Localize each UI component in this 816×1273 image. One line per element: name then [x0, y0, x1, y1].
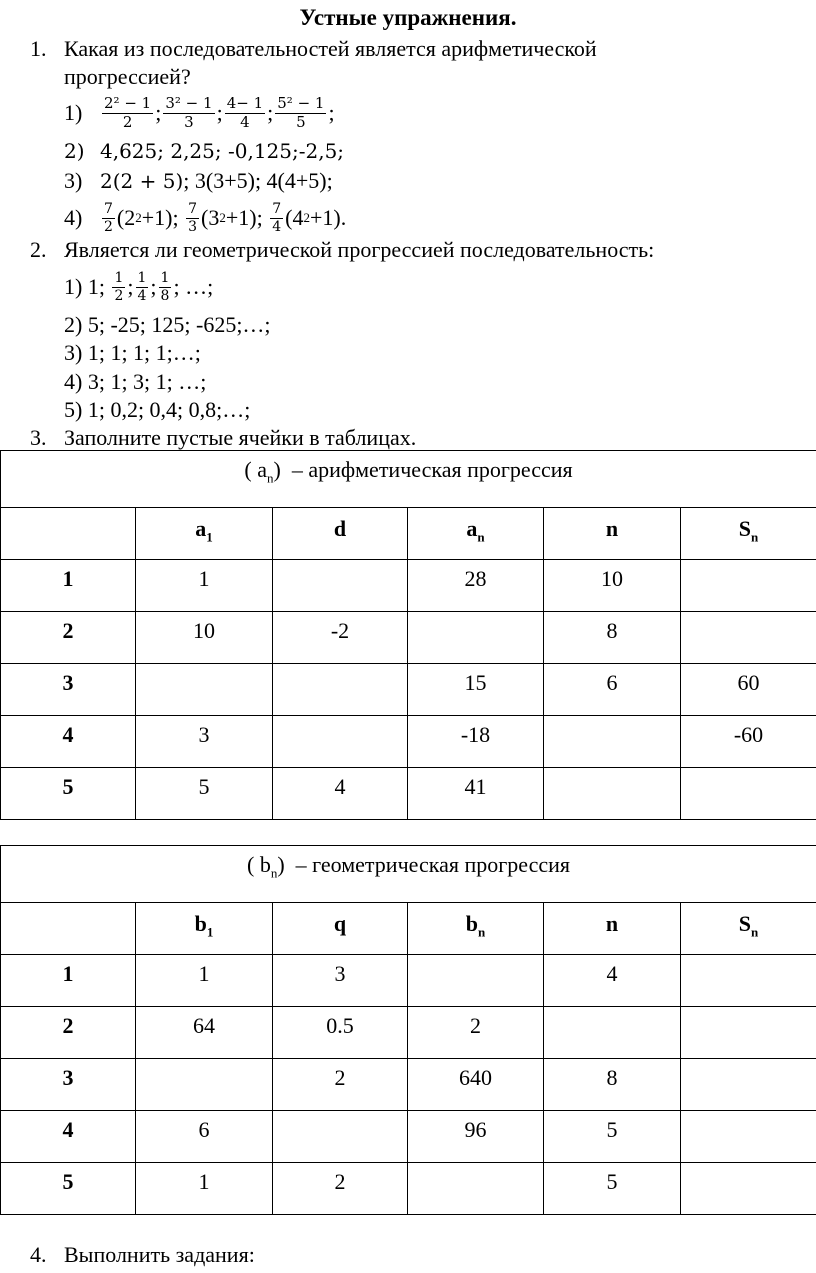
header-sub: n	[477, 529, 485, 545]
table-cell: -2	[273, 612, 408, 664]
table-cell: 3	[136, 716, 273, 768]
row-number-cell: 4	[1, 716, 136, 768]
table-cell	[681, 768, 816, 820]
header-empty-cell	[1, 508, 136, 560]
q1-option-1-frac-4	[275, 95, 326, 131]
frac-denominator: 8	[160, 287, 170, 304]
header-cell	[273, 508, 408, 560]
q2-option-1-frac-2	[136, 270, 149, 303]
header-base: b	[465, 911, 478, 936]
header-base: S	[738, 911, 751, 936]
frac-numerator: 4− 1	[226, 94, 264, 113]
part-base: (3	[201, 204, 220, 230]
table-row	[1, 664, 816, 716]
frac-denominator: 5	[275, 113, 326, 131]
table-row	[1, 1059, 816, 1111]
row-number-cell: 3	[1, 1059, 136, 1111]
table-row	[1, 1007, 816, 1059]
table-cell: 8	[544, 612, 681, 664]
caption-prefix: ( a	[244, 457, 268, 482]
question-2-text: Является ли геометрической прогрессией последовательность:	[64, 237, 655, 262]
header-base: q	[333, 911, 347, 936]
question-1	[30, 36, 597, 62]
header-base: a	[195, 516, 207, 541]
table-cell	[273, 1111, 408, 1163]
q2-option-1-lead: 1;	[87, 273, 111, 299]
frac-denominator: 2	[102, 113, 153, 131]
header-base: a	[466, 516, 478, 541]
table-cell: 6	[544, 664, 681, 716]
question-4-number: 4.	[30, 1242, 47, 1267]
q2-option-4: 4) 3; 1; 3; 1; …;	[64, 369, 207, 394]
table-cell	[681, 1163, 816, 1215]
frac-numerator: 5² − 1	[277, 94, 325, 113]
row-number-cell: 1	[1, 560, 136, 612]
q1-option-3-text: ; 3(3+5); 4(4+5);	[183, 168, 333, 193]
header-cell	[544, 903, 681, 955]
frac-numerator: 1	[137, 270, 147, 287]
frac-numerator: 3² − 1	[165, 94, 213, 113]
header-sub: n	[751, 529, 759, 545]
table-cell	[681, 560, 816, 612]
table-cell: -60	[681, 716, 816, 768]
frac-numerator: 1	[160, 270, 170, 287]
table-cell: 1	[136, 560, 273, 612]
q1-option-1-frac-1	[102, 95, 153, 131]
question-4	[30, 1242, 255, 1268]
page-title: Устные упражнения.	[299, 5, 517, 30]
question-1-text: Какая из последовательностей является арифметической	[64, 36, 597, 61]
frac-denominator: 4	[137, 287, 147, 304]
table-cell: -18	[408, 716, 544, 768]
question-3-number: 3.	[30, 425, 47, 450]
q1-option-4-frac-3	[270, 201, 283, 234]
q1-option-3-math: 2(2 + 5)	[100, 169, 184, 193]
table-cell: 4	[544, 955, 681, 1007]
table-cell: 2	[273, 1059, 408, 1111]
table-cell: 28	[408, 560, 544, 612]
part-base: (4	[285, 204, 304, 230]
caption-subscript: n	[267, 470, 274, 486]
table-header-row	[1, 903, 816, 955]
q1-option-4-frac-2	[186, 201, 199, 234]
caption-text: ) – арифметическая прогрессия	[273, 457, 573, 482]
table-cell	[544, 768, 681, 820]
header-sub: n	[751, 924, 759, 940]
header-cell	[136, 508, 273, 560]
header-sub: n	[478, 924, 486, 940]
q1-option-2-text: 4,625; 2,25; -0,125;-2,5;	[100, 139, 345, 163]
caption-subscript: n	[270, 865, 278, 881]
q1-option-1-label: 1)	[64, 99, 83, 125]
header-base: n	[605, 911, 619, 936]
row-number-cell: 5	[1, 768, 136, 820]
header-cell	[681, 903, 816, 955]
table-cell: 96	[408, 1111, 544, 1163]
table-cell	[681, 1059, 816, 1111]
table-cell	[273, 664, 408, 716]
q2-option-3: 3) 1; 1; 1; 1;…;	[64, 340, 201, 365]
frac-denominator: 4	[225, 113, 265, 131]
table-row	[1, 612, 816, 664]
row-number-cell: 5	[1, 1163, 136, 1215]
table-cell: 15	[408, 664, 544, 716]
header-cell	[544, 508, 681, 560]
separator: ;	[267, 99, 274, 125]
question-1-number: 1.	[30, 36, 47, 61]
frac-numerator: 7	[104, 201, 113, 218]
q1-option-3	[64, 168, 333, 194]
table-cell: 6	[136, 1111, 273, 1163]
caption-text: ) – геометрическая прогрессия	[277, 852, 570, 877]
caption-prefix: ( b	[247, 852, 271, 877]
separator: ;	[216, 99, 223, 125]
arithmetic-table	[0, 450, 816, 820]
table-cell: 2	[273, 1163, 408, 1215]
table-cell	[408, 1163, 544, 1215]
table-cell: 60	[681, 664, 816, 716]
part-base: (2	[116, 204, 136, 230]
row-number-cell: 2	[1, 612, 136, 664]
header-base: n	[605, 516, 619, 541]
q1-option-3-label: 3)	[64, 168, 83, 193]
table-cell	[408, 612, 544, 664]
header-cell	[408, 903, 544, 955]
q1-option-1-frac-2	[163, 95, 214, 131]
question-1-text-cont: прогрессией?	[64, 64, 191, 89]
question-3-text: Заполните пустые ячейки в таблицах.	[64, 425, 417, 450]
part-tail: +1);	[141, 204, 185, 230]
header-cell	[681, 508, 816, 560]
table-cell	[681, 955, 816, 1007]
q1-option-2-label: 2)	[64, 139, 85, 163]
q2-option-2: 2) 5; -25; 125; -625;…;	[64, 312, 271, 337]
table-cell	[408, 955, 544, 1007]
table-row	[1, 716, 816, 768]
table-row	[1, 1163, 816, 1215]
frac-numerator: 7	[188, 201, 198, 218]
q1-option-2	[64, 139, 344, 163]
table-cell	[544, 716, 681, 768]
part-tail: +1).	[309, 204, 347, 230]
table-cell: 5	[544, 1111, 681, 1163]
frac-denominator: 3	[188, 218, 198, 235]
table-cell: 1	[136, 1163, 273, 1215]
table-cell: 5	[544, 1163, 681, 1215]
frac-denominator: 3	[163, 113, 214, 131]
table-caption	[1, 451, 816, 508]
q1-option-4: 4) $\frac{7}{2}$ (2 2 +1); $\frac{7}{3}$ (3 2 +1); $\frac{7}{4}$ (4 2 +1).	[64, 201, 347, 235]
q2-option-1-frac-3	[159, 270, 172, 303]
table-header-row	[1, 508, 816, 560]
table-cell	[681, 1007, 816, 1059]
q1-option-1-frac-3	[225, 95, 265, 131]
q1-option-4-label: 4)	[64, 204, 83, 230]
table-caption-row	[1, 451, 816, 508]
table-cell: 4	[273, 768, 408, 820]
table-row	[1, 560, 816, 612]
table-cell: 8	[544, 1059, 681, 1111]
q1-option-1	[64, 90, 335, 136]
row-number-cell: 4	[1, 1111, 136, 1163]
frac-denominator: 2	[104, 218, 113, 235]
part-tail: +1);	[225, 204, 269, 230]
frac-denominator: 4	[272, 218, 282, 235]
table-row	[1, 1111, 816, 1163]
table-cell: 0.5	[273, 1007, 408, 1059]
frac-numerator: 1	[114, 270, 124, 287]
table-cell: 640	[408, 1059, 544, 1111]
table-caption-row	[1, 846, 816, 903]
table-cell	[273, 716, 408, 768]
table-cell: 64	[136, 1007, 273, 1059]
header-empty-cell	[1, 903, 136, 955]
header-sub: 1	[206, 924, 214, 940]
table-cell: 10	[136, 612, 273, 664]
q2-option-1: 1) 1; $\frac{1}{2}$ ; $\frac{1}{4}$ ; $\frac{1}{8}$ ; …;	[64, 270, 214, 304]
table-cell	[681, 1111, 816, 1163]
table-row	[1, 768, 816, 820]
header-base: d	[333, 516, 347, 541]
separator: ;	[155, 99, 162, 125]
table-cell	[136, 664, 273, 716]
q2-option-1-frac-1	[112, 270, 125, 303]
header-cell	[408, 508, 544, 560]
row-number-cell: 3	[1, 664, 136, 716]
q2-option-1-tail: ; …;	[173, 273, 214, 299]
header-cell	[273, 903, 408, 955]
question-4-text: Выполнить задания:	[64, 1242, 255, 1267]
table-cell	[544, 1007, 681, 1059]
frac-numerator: 2² − 1	[104, 94, 152, 113]
header-base: b	[194, 911, 207, 936]
separator: ;	[328, 99, 335, 125]
table-cell	[681, 612, 816, 664]
question-2	[30, 237, 654, 263]
question-2-number: 2.	[30, 237, 47, 262]
table-cell: 5	[136, 768, 273, 820]
q2-option-1-label: 1)	[64, 273, 83, 299]
table-cell	[136, 1059, 273, 1111]
table-cell	[273, 560, 408, 612]
q2-option-5: 5) 1; 0,2; 0,4; 0,8;…;	[64, 397, 251, 422]
row-number-cell: 2	[1, 1007, 136, 1059]
row-number-cell: 1	[1, 955, 136, 1007]
table-caption	[1, 846, 816, 903]
question-3	[30, 425, 416, 451]
table-cell: 2	[408, 1007, 544, 1059]
frac-denominator: 2	[114, 287, 124, 304]
geometric-table	[0, 845, 816, 1215]
table-row	[1, 955, 816, 1007]
header-cell	[136, 903, 273, 955]
q1-option-4-frac-1	[102, 201, 115, 234]
table-cell: 10	[544, 560, 681, 612]
header-base: S	[738, 516, 752, 541]
frac-numerator: 7	[272, 201, 282, 218]
table-cell: 1	[136, 955, 273, 1007]
table-cell: 3	[273, 955, 408, 1007]
header-sub: 1	[206, 529, 213, 545]
table-cell: 41	[408, 768, 544, 820]
